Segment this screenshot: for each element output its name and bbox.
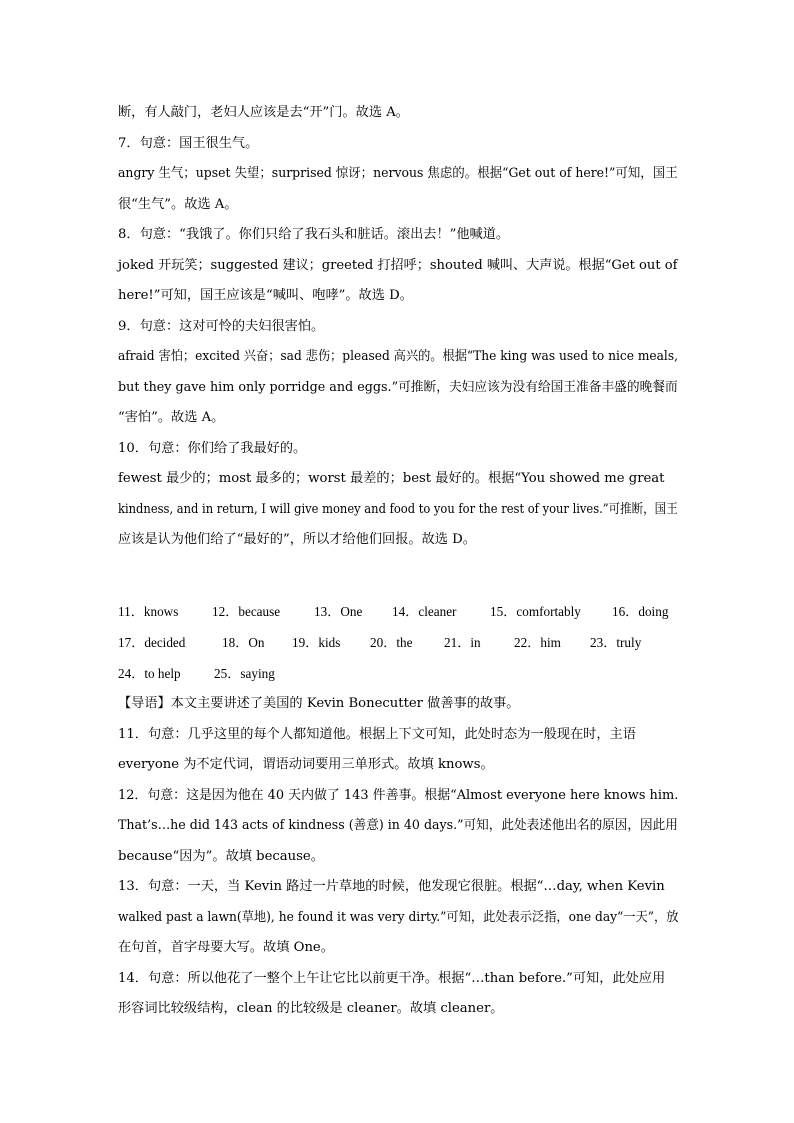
answer-item: 21．in (444, 635, 481, 650)
text-line: 13．句意：一天，当 Kevin 路过一片草地的时候，他发现它很脏。根据“…day, when Kevin (118, 879, 665, 894)
text-line: 11．句意：几乎这里的每个人都知道他。根据上下文可知，此处时态为一般现在时，主语 (118, 726, 636, 742)
answer-item: 17．decided (118, 635, 186, 650)
text-line: joked 开玩笑；suggested 建议；greeted 打招呼；shouted 喊叫、大声说。根据“Get out of (118, 257, 678, 273)
text-line: kindness, and in return, I will give money and food to you for the rest of your lives.”可推断，国王 (118, 501, 678, 517)
answer-item: 13．One (314, 604, 363, 619)
text-line: but they gave him only porridge and eggs.”可推断，夫妇应该为没有给国王准备丰盛的晚餐而 (118, 379, 678, 395)
text-line: That’s…he did 143 acts of kindness (善意) in 40 days.”可知，此处表述他出名的原因，因此用 (118, 818, 678, 833)
answer-item: 12．because (212, 604, 281, 619)
answer-item: 23．truly (590, 635, 642, 650)
text-line: 应该是认为他们给了“最好的”，所以才给他们回报。故选 D。 (118, 532, 476, 547)
answer-item: 25．saying (214, 666, 275, 681)
text-line: everyone 为不定代词，谓语动词要用三单形式。故填 knows。 (118, 757, 494, 772)
text-line: “害怕”。故选 A。 (118, 410, 225, 425)
text-line: 在句首，首字母要大写。故填 One。 (118, 940, 334, 955)
text-line: 形容词比较级结构，clean 的比较级是 cleaner。故填 cleaner。 (118, 1001, 504, 1016)
answer-item: 24．to help (118, 666, 181, 681)
answer-item: 14．cleaner (392, 604, 457, 619)
text-line: 8．句意：“我饿了。你们只给了我石头和脏话。滚出去！”他喊道。 (118, 227, 510, 242)
text-line: 很“生气”。故选 A。 (118, 196, 238, 212)
answer-item: 22．him (514, 635, 561, 650)
text-line: 9．句意：这对可怜的夫妇很害怕。 (118, 318, 325, 334)
text-line: walked past a lawn(草地), he found it was very dirty.”可知，此处表示泛指，one day“一天”，放 (118, 909, 679, 925)
text-line: 7．句意：国王很生气。 (118, 135, 259, 151)
text-line: 12．句意：这是因为他在 40 天内做了 143 件善事。根据“Almost everyone here knows him. (118, 787, 679, 803)
answer-item: 16．doing (612, 604, 669, 619)
answer-item: 20．the (370, 635, 413, 650)
text-line: 断，有人敲门，老妇人应该是去“开”门。故选 A。 (118, 105, 409, 120)
text-line: here!”可知，国王应该是“喊叫、咆哮”。故选 D。 (118, 288, 413, 303)
text-line: 10．句意：你们给了我最好的。 (118, 440, 307, 456)
text-line: 14．句意：所以他花了一整个上午让它比以前更干净。根据“…than before.”可知，此处应用 (118, 970, 666, 986)
text-line: angry 生气；upset 失望；surprised 惊讶；nervous 焦虑的。根据“Get out of here!”可知，国王 (118, 166, 678, 181)
text-line: 【导语】本文主要讲述了美国的 Kevin Bonecutter 做善事的故事。 (118, 696, 520, 711)
answer-item: 11．knows (118, 604, 179, 619)
text-line: afraid 害怕；excited 兴奋；sad 悲伤；pleased 高兴的。根据“The king was used to nice meals, (118, 349, 678, 364)
answer-item: 18．On (222, 635, 265, 650)
answer-item: 15．comfortably (490, 604, 581, 619)
text-line: fewest 最少的；most 最多的；worst 最差的；best 最好的。根据“You showed me great (118, 471, 665, 486)
text-line: because“因为”。故填 because。 (118, 848, 324, 864)
answer-item: 19．kids (292, 635, 341, 650)
